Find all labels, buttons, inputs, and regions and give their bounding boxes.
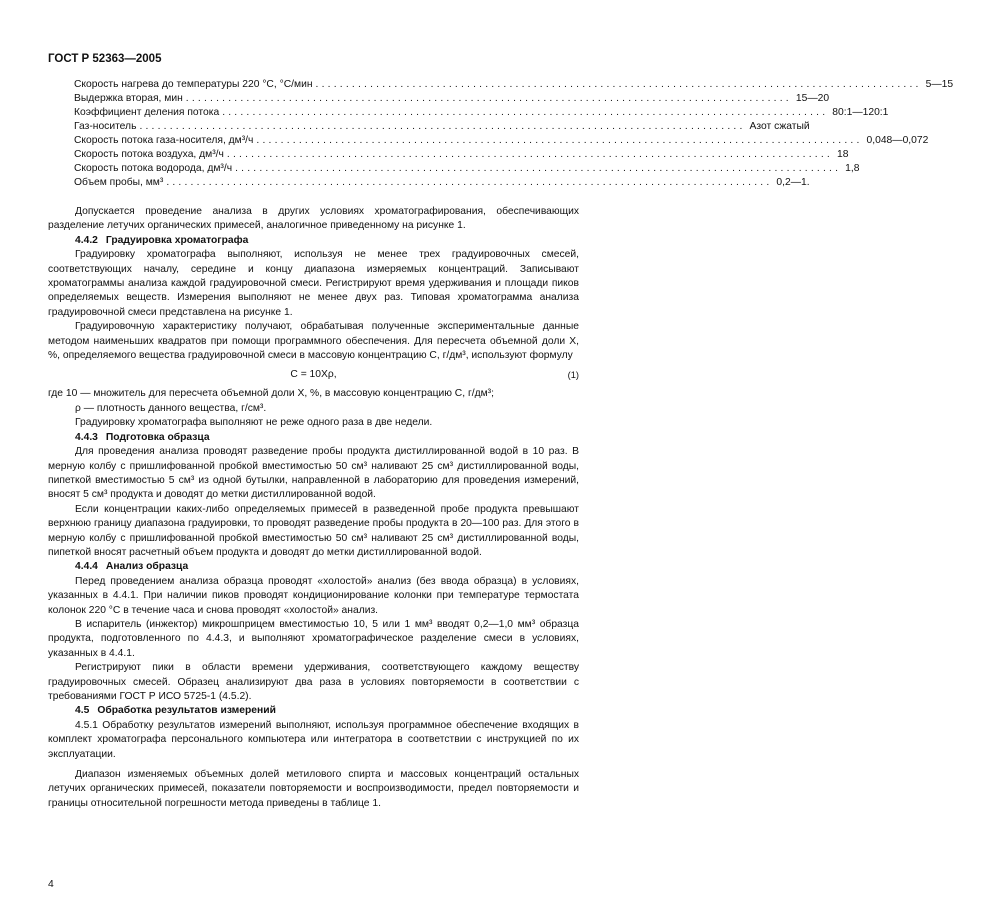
document-body bbox=[48, 205, 579, 811]
paragraph-allowed-conditions: Допускается проведение анализа в других условиях хроматографирования, обеспечивающих разделение летучих органических примесей, аналогичное приведенному на рисунке 1. bbox=[48, 206, 579, 232]
leader-dots: .................................................................................................... bbox=[235, 163, 842, 174]
param-value: 5—15 bbox=[925, 79, 954, 90]
formula-legend-density: ρ — плотность данного вещества, г/см³. bbox=[75, 402, 267, 414]
section-heading-4-4-4 bbox=[48, 560, 579, 574]
leader-dots: .................................................................................................... bbox=[256, 135, 863, 146]
param-value: 0,048—0,072 bbox=[866, 135, 929, 146]
paragraph-calibration-characteristic: Градуировочную характеристику получают, обрабатывая полученные экспериментальные данные методом наименьших квадратов при помощи программного обеспечения. Для пересчета объемной доли X, %, определяемого вещества градуировочной смеси в массовую концентрацию C, г/дм³, используют формулу bbox=[48, 321, 579, 362]
leader-dots: .................................................................................................... bbox=[185, 93, 792, 104]
param-value: 80:1—120:1 bbox=[832, 107, 889, 118]
paragraph-ranges-table-ref: Диапазон изменяемых объемных долей метилового спирта и массовых концентраций остальных летучих органических примесей, показатели повторяемости и воспроизводимости, предел повторяемости и границы относительной погрешности метода приведены в таблице 1. bbox=[48, 769, 579, 809]
param-value: 18 bbox=[836, 149, 849, 160]
leader-dots: .................................................................................................... bbox=[226, 149, 833, 160]
param-label: Коэффициент деления потока bbox=[74, 107, 220, 118]
formula-legend-factor: где 10 — множитель для пересчета объемной доли X, %, в массовую концентрацию C, г/дм³; bbox=[48, 388, 494, 400]
param-label: Объем пробы, мм³ bbox=[74, 177, 164, 188]
section-heading-4-4-2 bbox=[48, 234, 579, 248]
param-label: Скорость потока газа-носителя, дм³/ч bbox=[74, 135, 254, 146]
page-number: 4 bbox=[48, 879, 54, 890]
param-label: Скорость нагрева до температуры 220 °С, °С/мин bbox=[74, 79, 313, 90]
paragraph-calibration: Градуировку хроматографа выполняют, используя не менее трех градуировочных смесей, соответствующих началу, середине и концу диапазона измеряемых концентраций. Записывают хроматограммы анализа каждой градуировочной смеси. Регистрируют время удерживания и площади пиков определяемых веществ. Измерения выполняют не менее двух раз. Типовая хроматограмма анализа градуировочной смеси представлена на рисунке 1. bbox=[48, 249, 579, 318]
param-label: Выдержка вторая, мин bbox=[74, 93, 183, 104]
section-heading-4-4-3 bbox=[48, 431, 579, 445]
section-number: 4.4.3 bbox=[75, 431, 98, 443]
leader-dots: .................................................................................................... bbox=[139, 121, 746, 132]
leader-dots: .................................................................................................... bbox=[315, 79, 922, 90]
param-row bbox=[74, 162, 860, 176]
param-value: Азот сжатый bbox=[749, 121, 810, 132]
param-value: 15—20 bbox=[795, 93, 830, 104]
section-title: Анализ образца bbox=[105, 561, 189, 573]
section-number: 4.4.4 bbox=[75, 561, 98, 573]
section-title: Градуировка хроматографа bbox=[105, 234, 249, 246]
paragraph-sample-extra-dilution: Если концентрации каких-либо определяемых примесей в разведенной пробе продукта превышают верхнюю границу диапазона градуировки, то проводят разведение пробы продукта в 20—100 раз. Для этого в мерную колбу с пришлифованной пробкой вместимостью 50 см³ наливают 25 см³ дистиллированной воды, пипеткой вносят расчетный объем продукта и доводят до метки дистиллированной водой. bbox=[48, 503, 579, 558]
leader-dots: .................................................................................................... bbox=[166, 177, 773, 188]
param-label: Газ-носитель bbox=[74, 121, 137, 132]
param-row bbox=[74, 106, 889, 120]
standard-header: ГОСТ Р 52363—2005 bbox=[48, 53, 162, 65]
paragraph-blank-analysis: Перед проведением анализа образца проводят «холостой» анализ (без ввода образца) в условиях, указанных в 4.4.1. При наличии пиков проводят кондиционирование колонки при температуре термостата колонок 220 °С в течение часа и снова проводят «холостой» анализ. bbox=[48, 575, 579, 616]
param-label: Скорость потока водорода, дм³/ч bbox=[74, 163, 233, 174]
parameters-list bbox=[74, 78, 954, 190]
param-row bbox=[74, 78, 954, 92]
param-row bbox=[74, 148, 849, 162]
section-heading-4-5 bbox=[48, 704, 579, 718]
param-label: Скорость потока воздуха, дм³/ч bbox=[74, 149, 224, 160]
formula-number: (1) bbox=[567, 370, 579, 381]
param-row bbox=[74, 134, 929, 148]
param-value: 1,8 bbox=[845, 163, 860, 174]
section-title: Обработка результатов измерений bbox=[97, 705, 276, 717]
formula: C = 10Xρ, bbox=[290, 369, 337, 381]
param-row bbox=[74, 92, 830, 106]
paragraph-calibration-frequency: Градуировку хроматографа выполняют не реже одного раза в две недели. bbox=[75, 417, 433, 429]
formula-block bbox=[48, 363, 579, 387]
section-title: Подготовка образца bbox=[105, 431, 210, 443]
paragraph-result-processing: 4.5.1 Обработку результатов измерений выполняют, используя программное обеспечение входящих в комплект хроматографа персонального компьютера или интегратора в соответствии с инструкцией по их эксплуатации. bbox=[48, 719, 579, 760]
param-value: 0,2—1. bbox=[776, 177, 810, 188]
paragraph-sample-dilution: Для проведения анализа проводят разведение пробы продукта дистиллированной водой в 10 раз. В мерную колбу с пришлифованной пробкой вместимостью 50 см³ наливают 25 см³ дистиллированной воды, пипеткой вместимостью 5 см³ из одной бутылки, направленной в лабораторию для проведения измерений, вносят 5 см³ продукта и доводят до метки дистиллированной водой. bbox=[48, 446, 579, 501]
paragraph-peak-registration: Регистрируют пики в области времени удерживания, соответствующего каждому веществу градуировочных смесей. Образец анализируют два раза в условиях повторяемости в соответствии с требованиями ГОСТ Р ИСО 5725-1 (4.5.2). bbox=[48, 662, 579, 702]
param-row bbox=[74, 120, 810, 134]
param-row bbox=[74, 176, 810, 190]
leader-dots: .................................................................................................... bbox=[222, 107, 829, 118]
paragraph-injection: В испаритель (инжектор) микрошприцем вместимостью 10, 5 или 1 мм³ вводят 0,2—1,0 мм³ образца продукта, подготовленного по 4.4.3, и выполняют хроматографическое разделение смеси в условиях, указанных в 4.4.1. bbox=[48, 618, 579, 659]
section-number: 4.4.2 bbox=[75, 234, 98, 246]
section-number: 4.5 bbox=[75, 705, 90, 717]
